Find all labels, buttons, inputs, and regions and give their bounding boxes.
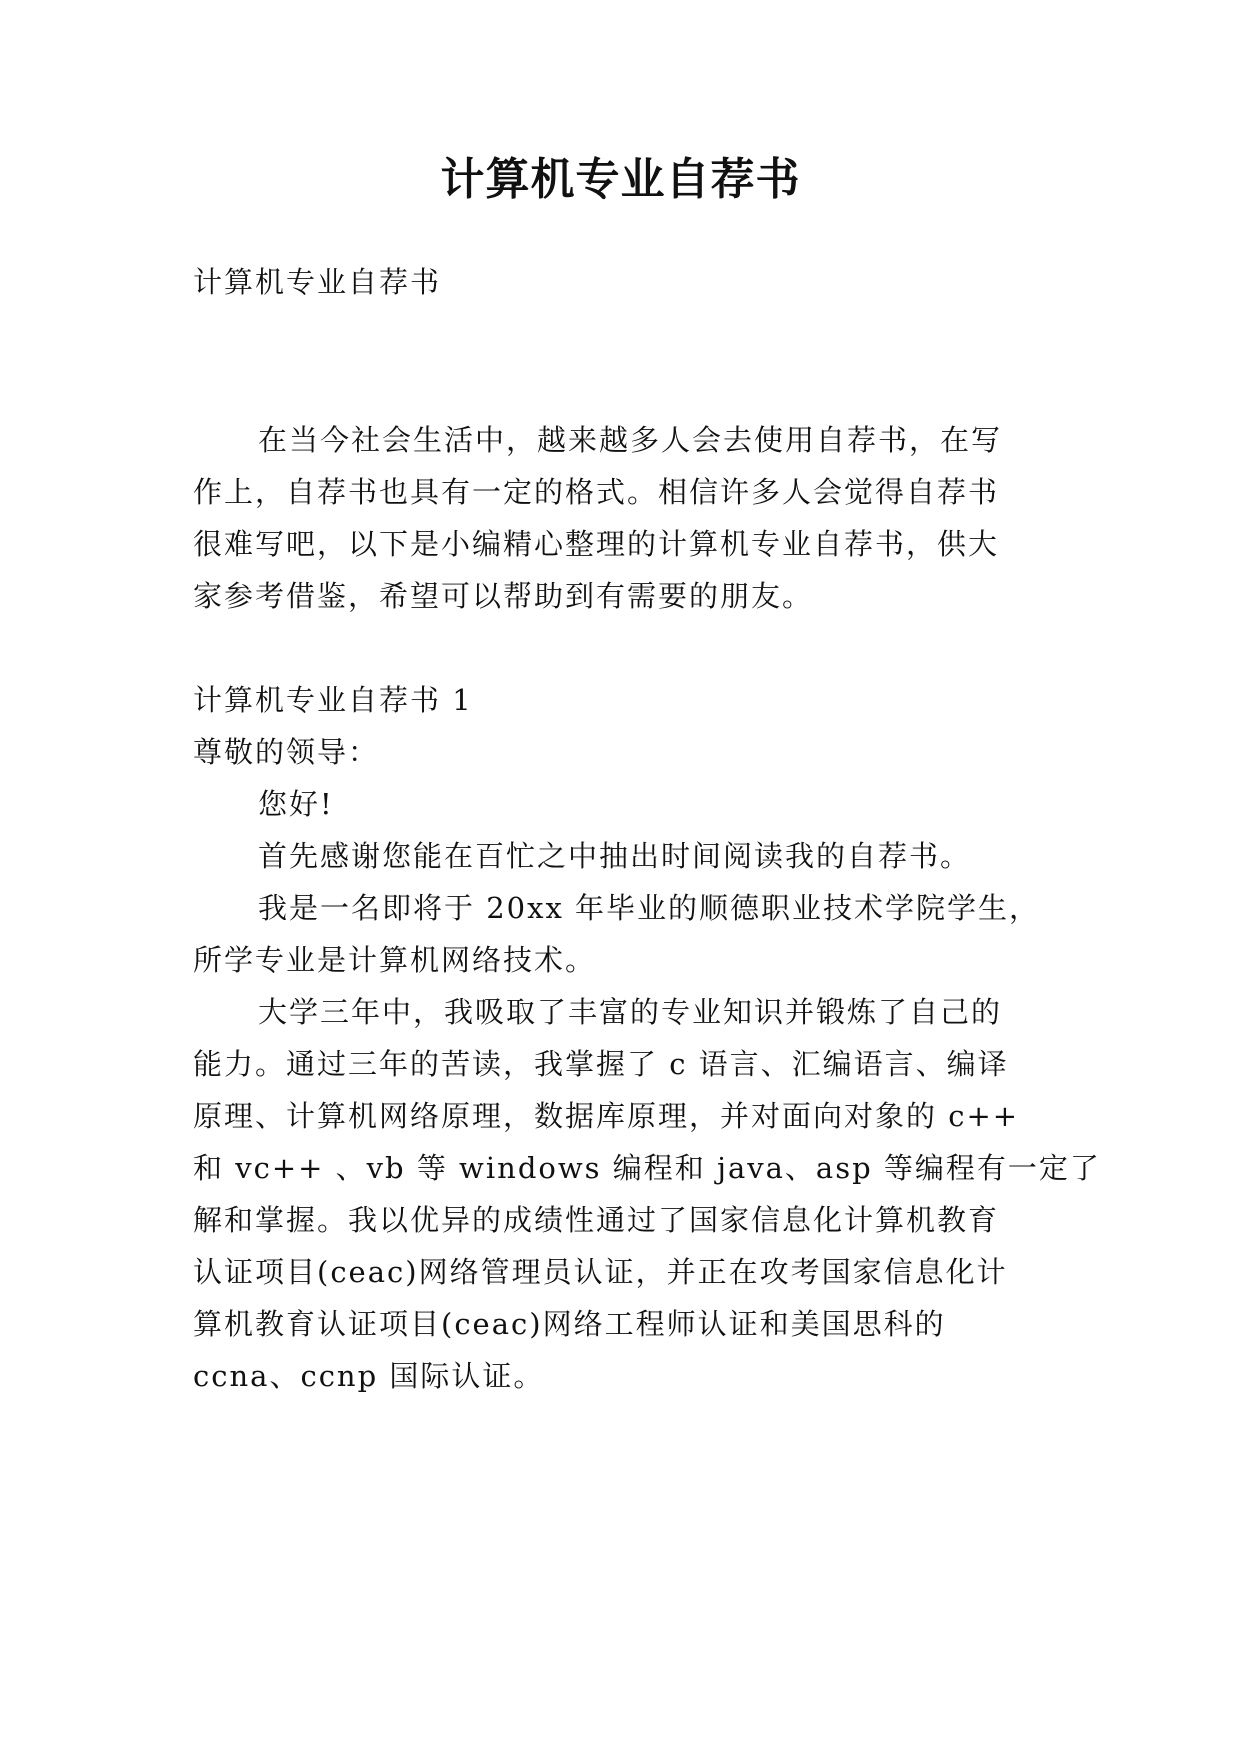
intro-line: 很难写吧，以下是小编精心整理的计算机专业自荐书，供大	[193, 527, 1000, 561]
paragraph-2-line: 我是一名即将于 20xx 年毕业的顺德职业技术学院学生，	[258, 891, 1041, 925]
paragraph-3-line: 认证项目(ceac)网络管理员认证，并正在攻考国家信息化计	[193, 1255, 1008, 1289]
intro-line: 作上，自荐书也具有一定的格式。相信许多人会觉得自荐书	[193, 475, 1000, 509]
paragraph-3-line: 算机教育认证项目(ceac)网络工程师认证和美国思科的	[193, 1307, 946, 1341]
paragraph-1: 首先感谢您能在百忙之中抽出时间阅读我的自荐书。	[258, 839, 972, 873]
intro-line: 家参考借鉴，希望可以帮助到有需要的朋友。	[193, 579, 814, 613]
intro-line: 在当今社会生活中，越来越多人会去使用自荐书，在写	[258, 423, 1003, 457]
greeting: 您好!	[258, 787, 334, 821]
paragraph-3-line: ccna、ccnp 国际认证。	[193, 1359, 545, 1393]
document-subtitle: 计算机专业自荐书	[193, 265, 442, 299]
paragraph-2-line: 所学专业是计算机网络技术。	[193, 943, 597, 977]
document-title: 计算机专业自荐书	[440, 154, 801, 205]
paragraph-3-line: 解和掌握。我以优异的成绩性通过了国家信息化计算机教育	[193, 1203, 1000, 1237]
salutation: 尊敬的领导：	[193, 735, 380, 769]
paragraph-3-line: 原理、计算机网络原理，数据库原理，并对面向对象的 c++	[193, 1099, 1020, 1133]
paragraph-3-line: 能力。通过三年的苦读，我掌握了 c 语言、汇编语言、编译	[193, 1047, 1009, 1081]
paragraph-3-line: 和 vc++ 、vb 等 windows 编程和 java、asp 等编程有一定了	[193, 1151, 1101, 1185]
section-heading: 计算机专业自荐书 1	[193, 683, 473, 717]
paragraph-3-line: 大学三年中，我吸取了丰富的专业知识并锻炼了自己的	[258, 995, 1003, 1029]
